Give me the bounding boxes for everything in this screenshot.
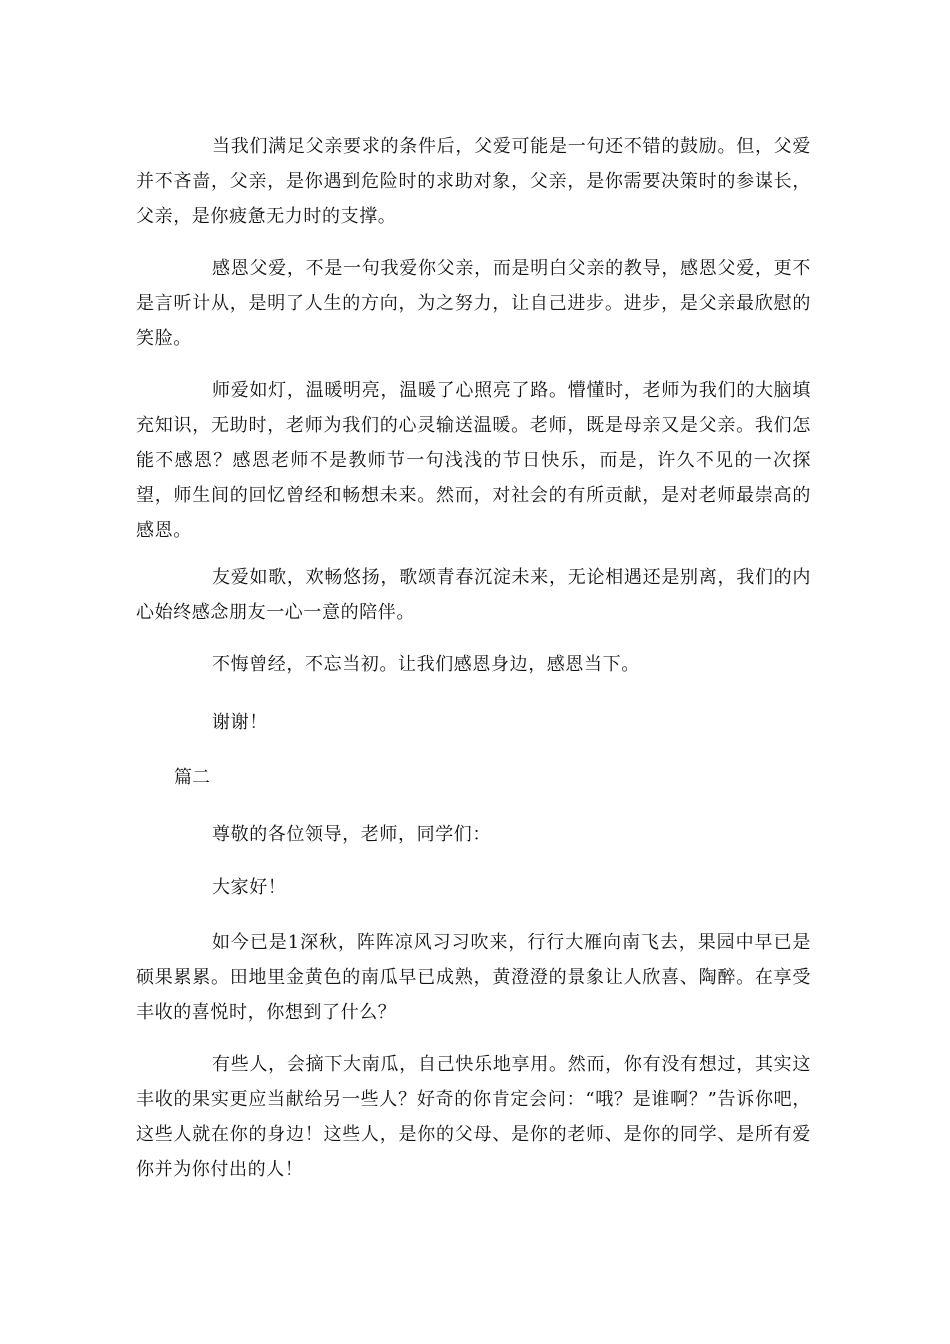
- paragraph-harvest: 有些人，会摘下大南瓜，自己快乐地享用。然而，你有没有想过，其实这丰收的果实更应当献给另一些人？好奇的你肯定会问：“哦？是谁啊？”告诉你吧，这些人就在你的身边！这些人，是你的父母、是你的老师、是你的同学、是所有爱你并为你付出的人！: [136, 1054, 811, 1180]
- paragraph-teacher-love: 师爱如灯，温暖明亮，温暖了心照亮了路。懵懂时，老师为我们的大脑填充知识，无助时，老师为我们的心灵输送温暖。老师，既是母亲又是父亲。我们怎能不感恩？感恩老师不是教师节一句浅浅的节日快乐，而是，许久不见的一次探望，师生间的回忆曾经和畅想未来。然而，对社会的有所贡献，是对老师最崇高的感恩。: [136, 380, 811, 541]
- paragraph-greeting: 尊敬的各位领导，老师，同学们：: [212, 824, 491, 845]
- paragraph-gratitude-father: 感恩父爱，不是一句我爱你父亲，而是明白父亲的教导，感恩父爱，更不是言听计从，是明了人生的方向，为之努力，让自己进步。进步，是父亲最欣慰的笑脸。: [136, 258, 811, 349]
- paragraph-no-regrets: 不悔曾经，不忘当初。让我们感恩身边，感恩当下。: [212, 654, 640, 675]
- section-title: 篇二: [174, 767, 210, 788]
- paragraph-hello: 大家好！: [212, 877, 287, 898]
- paragraph-autumn: 如今已是1深秋，阵阵凉风习习吹来，行行大雁向南飞去，果园中早已是硕果累累。田地里金黄色的南瓜早已成熟，黄澄澄的景象让人欣喜、陶醉。在享受丰收的喜悦时，你想到了什么？: [136, 932, 811, 1023]
- paragraph-friendship: 友爱如歌，欢畅悠扬，歌颂青春沉淀未来，无论相遇还是别离，我们的内心始终感念朋友一心一意的陪伴。: [136, 567, 811, 623]
- paragraph-thanks: 谢谢！: [212, 712, 268, 733]
- paragraph-father-love-conditions: 当我们满足父亲要求的条件后，父爱可能是一句还不错的鼓励。但，父爱并不吝啬，父亲，是你遇到危险时的求助对象，父亲，是你需要决策时的参谋长，父亲，是你疲惫无力时的支撑。: [136, 136, 811, 227]
